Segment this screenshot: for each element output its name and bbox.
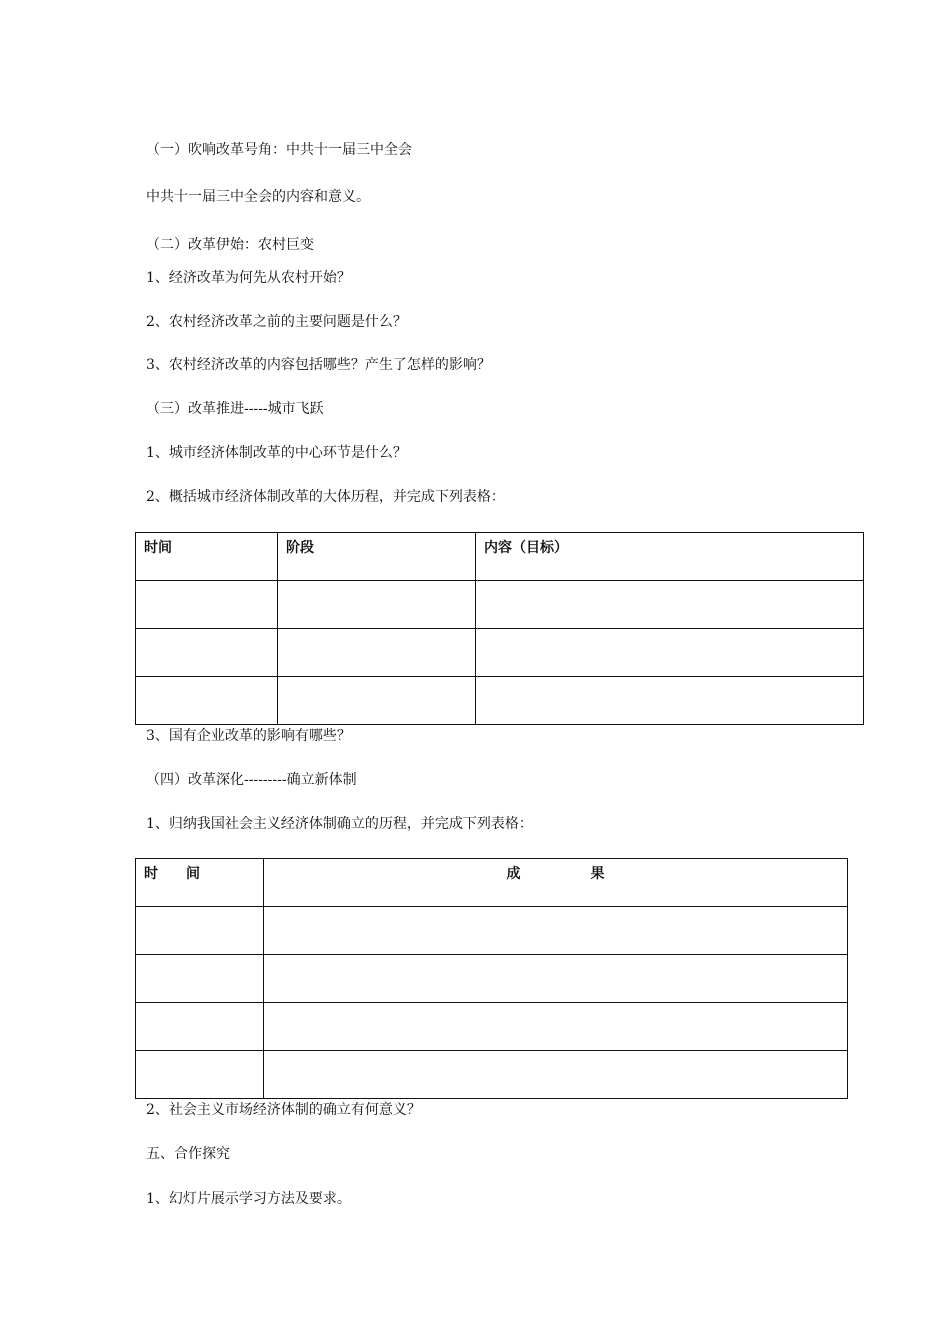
table-header-cell: 内容（目标） xyxy=(476,533,864,581)
table-row xyxy=(136,907,848,955)
section-3-question-1: 1、城市经济体制改革的中心环节是什么？ xyxy=(146,445,407,461)
table-cell[interactable] xyxy=(476,677,864,725)
table-cell[interactable] xyxy=(264,1003,848,1051)
table-cell[interactable] xyxy=(136,629,278,677)
table-header-cell: 时间 xyxy=(136,533,278,581)
table-row xyxy=(136,955,848,1003)
table-cell[interactable] xyxy=(264,1051,848,1099)
section-4-heading: （四）改革深化---------确立新体制 xyxy=(146,772,357,788)
section-2-question-3: 3、农村经济改革的内容包括哪些？产生了怎样的影响？ xyxy=(146,357,491,373)
table-header-row xyxy=(136,533,864,581)
table-cell[interactable] xyxy=(278,629,476,677)
section-4-question-2: 2、社会主义市场经济体制的确立有何意义？ xyxy=(146,1102,421,1118)
table-row xyxy=(136,677,864,725)
table-header-cell: 成 果 xyxy=(264,859,848,907)
section-2-question-2: 2、农村经济改革之前的主要问题是什么？ xyxy=(146,314,407,330)
section-4-question-1: 1、归纳我国社会主义经济体制确立的历程，并完成下列表格： xyxy=(146,816,533,832)
table-cell[interactable] xyxy=(136,1051,264,1099)
table-row xyxy=(136,629,864,677)
table-cell[interactable] xyxy=(136,677,278,725)
table-cell[interactable] xyxy=(476,581,864,629)
table-row xyxy=(136,1051,848,1099)
table-cell[interactable] xyxy=(136,581,278,629)
section-2-question-1: 1、经济改革为何先从农村开始？ xyxy=(146,270,351,286)
table-cell[interactable] xyxy=(136,907,264,955)
section-1-question: 中共十一届三中全会的内容和意义。 xyxy=(146,189,370,205)
table-cell[interactable] xyxy=(264,955,848,1003)
table-cell[interactable] xyxy=(278,677,476,725)
table-row xyxy=(136,581,864,629)
section-3-question-2: 2、概括城市经济体制改革的大体历程，并完成下列表格： xyxy=(146,489,505,505)
section-3-question-3: 3、国有企业改革的影响有哪些？ xyxy=(146,728,351,744)
city-reform-table xyxy=(135,532,864,725)
section-3-heading: （三）改革推进-----城市飞跃 xyxy=(146,401,324,417)
section-2-heading: （二）改革伊始：农村巨变 xyxy=(146,237,314,253)
section-1-heading: （一）吹响改革号角：中共十一届三中全会 xyxy=(146,142,412,158)
table-header-cell: 时 间 xyxy=(136,859,264,907)
table-cell[interactable] xyxy=(136,955,264,1003)
section-5-question-1: 1、幻灯片展示学习方法及要求。 xyxy=(146,1191,351,1207)
table-cell[interactable] xyxy=(278,581,476,629)
table-header-cell: 阶段 xyxy=(278,533,476,581)
table-header-row xyxy=(136,859,848,907)
economic-system-table xyxy=(135,858,848,1099)
table-cell[interactable] xyxy=(136,1003,264,1051)
section-5-heading: 五、合作探究 xyxy=(146,1146,230,1162)
table-cell[interactable] xyxy=(264,907,848,955)
table-row xyxy=(136,1003,848,1051)
table-cell[interactable] xyxy=(476,629,864,677)
